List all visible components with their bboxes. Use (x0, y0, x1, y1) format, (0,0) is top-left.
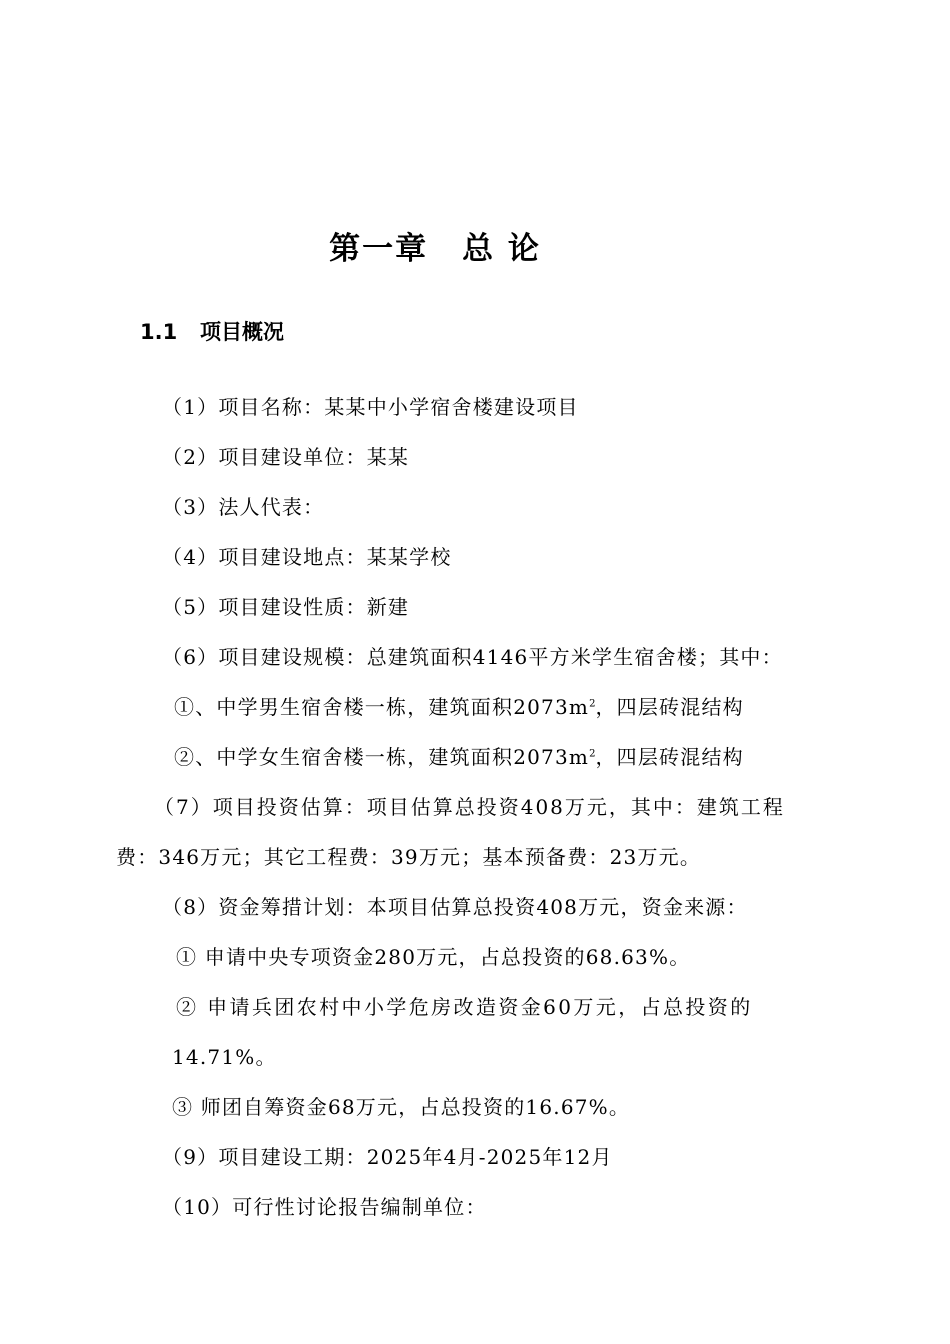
item-investment-line2: 费：346万元；其它工程费：39万元；基本预备费：23万元。 (116, 845, 702, 869)
item-scale-boys-dorm (174, 692, 744, 722)
item-construction-unit: （2）项目建设单位：某某 (162, 445, 410, 469)
chapter-number: 第一章 (329, 231, 429, 267)
chapter-name: 总 论 (462, 231, 541, 267)
item-scale-girls-dorm (174, 742, 744, 772)
item-investment-line1: （7）项目投资估算：项目估算总投资408万元，其中：建筑工程 (154, 795, 785, 819)
item-project-name: （1）项目名称：某某中小学宿舍楼建设项目 (162, 395, 579, 419)
boys-dorm-text: ①、中学男生宿舍楼一栋，建筑面积2073m (174, 695, 590, 719)
section-number: 1.1 (140, 320, 178, 344)
item-funding-self: ③ 师团自筹资金68万元，占总投资的16.67%。 (172, 1095, 631, 1119)
item-legal-representative: （3）法人代表： (162, 495, 325, 519)
item-funding-central: ① 申请中央专项资金280万元，占总投资的68.63%。 (176, 945, 691, 969)
item-location: （4）项目建设地点：某某学校 (162, 545, 452, 569)
boys-dorm-structure: ，四层砖混结构 (595, 695, 744, 719)
item-funding-renovation-line1: ② 申请兵团农村中小学危房改造资金60万元，占总投资的 (176, 995, 753, 1019)
item-report-unit: （10）可行性讨论报告编制单位： (162, 1195, 487, 1219)
girls-dorm-structure: ，四层砖混结构 (595, 745, 744, 769)
boys-dorm-superscript: 2 (589, 698, 596, 710)
item-construction-period: （9）项目建设工期：2025年4月-2025年12月 (162, 1145, 613, 1169)
section-heading (140, 314, 284, 350)
item-funding: （8）资金筹措计划：本项目估算总投资408万元，资金来源： (162, 895, 748, 919)
item-scale: （6）项目建设规模：总建筑面积4146平方米学生宿舍楼；其中： (162, 645, 783, 669)
item-nature: （5）项目建设性质：新建 (162, 595, 410, 619)
girls-dorm-text: ②、中学女生宿舍楼一栋，建筑面积2073m (174, 745, 590, 769)
item-funding-renovation-line2: 14.71%。 (172, 1045, 277, 1069)
chapter-title (0, 224, 870, 274)
girls-dorm-superscript: 2 (589, 748, 596, 760)
section-title: 项目概况 (200, 320, 284, 344)
